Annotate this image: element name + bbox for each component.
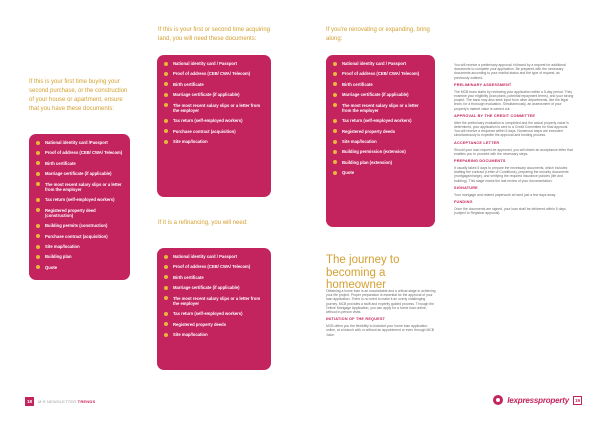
bullet-icon (164, 296, 168, 300)
checklist-item-label: Proof of address (CEB/ CWA/ Telecom) (342, 71, 420, 77)
bullet-icon (164, 322, 168, 326)
bullet-icon (164, 265, 168, 269)
checklist-item-label: Marriage certificate (if applicable) (342, 92, 409, 98)
checklist-item-label: National identity card / Passport (342, 61, 406, 66)
bullet-icon (164, 119, 168, 123)
checklist-item (164, 61, 264, 66)
checklist-item (164, 118, 264, 123)
process-steps-column (454, 63, 574, 218)
brand-logo-icon (493, 395, 503, 405)
card-refinancing (157, 248, 271, 370)
checklist-item (333, 149, 428, 154)
checklist-item-label: Proof of address (CEB/ CWA/ Telecom) (45, 150, 123, 156)
checklist-item (164, 71, 264, 76)
bullet-icon (164, 72, 168, 76)
checklist-item-label: Building plan (45, 254, 72, 260)
checklist (164, 61, 264, 144)
checklist-item-label: Proof of address (CEB/ CWA/ Telecom) (173, 264, 251, 270)
checklist-item-label: The most recent salary slips or a letter from the employer (342, 102, 419, 113)
checklist-item (333, 103, 428, 113)
bullet-icon (164, 103, 168, 107)
bullet-icon (36, 172, 40, 176)
checklist-item (36, 265, 123, 270)
section-heading: SIGNATURE (454, 185, 478, 190)
bullet-icon (164, 275, 168, 279)
checklist-item (164, 322, 264, 327)
checklist (36, 140, 123, 270)
checklist-item-label: Site map/location (173, 331, 208, 337)
checklist-item (164, 332, 264, 337)
checklist-item (36, 161, 123, 166)
bullet-icon (333, 72, 337, 76)
paragraph: After the preliminary evaluation is completed and the actual property value is determined, your application is sent to a Credit Committee for final approval. You will receive a response within 5 days. Numerous steps are executed simultaneously to expedite the approval and funding process. (454, 120, 569, 138)
checklist-item-label: Registered property deed (construction) (45, 207, 96, 218)
bullet-icon (164, 140, 168, 144)
page-number-left: 18 (26, 399, 32, 404)
paragraph: Your mortgage and related paperwork at hand just a few days away. (454, 192, 556, 197)
checklist-item (36, 208, 123, 218)
checklist-item-label: Birth certificate (173, 274, 204, 280)
bullet-icon (36, 234, 40, 238)
bullet-icon (333, 93, 337, 97)
journey-body (326, 289, 436, 340)
checklist-item (164, 139, 264, 144)
bullet-icon (164, 286, 168, 290)
checklist-item-label: Proof of address (CEB/ CWA/ Telecom) (173, 71, 251, 77)
paragraph: Once the documents are signed, your loan shall be delivered within 5 days (subject to Registrar approval). (454, 207, 566, 216)
checklist-item-label: Registered property deeds (342, 128, 396, 134)
bullet-icon (333, 62, 337, 66)
bullet-icon (36, 255, 40, 259)
checklist-item (36, 234, 123, 239)
bullet-icon (164, 255, 168, 259)
bullet-icon (333, 171, 337, 175)
checklist-item-label: Purchase contract (acquisition) (45, 233, 108, 239)
checklist-item-label: Site map/location (173, 138, 208, 144)
paragraph: The MCB team starts by reviewing your application within a 5-day period. They examine your eligibility (loan plans, potential repayment terms), and your strong project. The bank may also seek input from other departments, like the legal team, for a thorough evaluation. Simultaneously, an assessment of your property's market value is carried out. (454, 89, 574, 111)
checklist-item-label: The most recent salary slips or a letter from the employer (173, 102, 261, 113)
checklist-item-label: The most recent salary slips or a letter from the employer (173, 295, 261, 306)
checklist-item (36, 150, 123, 155)
checklist-item (164, 129, 264, 134)
paragraph: You will receive a preliminary approval, followed by a request for additional documents to complete your application. Be prepared with the necessary documents according to your marital status and the type of request, as previously outlined. (454, 63, 566, 80)
bullet-icon (36, 265, 40, 269)
bullet-icon (36, 245, 40, 249)
checklist-item (333, 139, 428, 144)
intro-renovating: If you're renovating or expanding, bring along: (326, 27, 430, 42)
checklist-item-label: National identity card / Passport (173, 61, 237, 66)
section-heading: INITIATION OF THE REQUEST (326, 317, 386, 322)
bullet-icon (164, 312, 168, 316)
bullet-icon (36, 151, 40, 155)
checklist-item-label: Marriage certificate (if applicable) (45, 171, 112, 177)
checklist-item (36, 223, 123, 228)
checklist-item (36, 197, 123, 202)
bullet-icon (36, 198, 40, 202)
section-heading: APPROVAL BY THE CREDIT COMMITTEE (454, 113, 536, 118)
checklist-item (333, 92, 428, 97)
paragraph: Obtaining a home loan is an unavoidable and a critical stage in achieving your life project. Proper preparation is essential for the approval of your loan application. There is no need to make it an overly challenging journey. MCB provides a swift and expertly guided process. Through the Online Mortgage Application, you can apply for a home loan online, without in-person visits. (326, 289, 436, 315)
checklist-item (164, 92, 264, 97)
checklist-item-label: Birth certificate (173, 81, 204, 87)
footer-right (493, 395, 582, 405)
checklist-item-label: Building plan (extension) (342, 159, 393, 165)
checklist-item-label: Marriage certificate (if applicable) (173, 92, 240, 98)
bullet-icon (333, 150, 337, 154)
checklist-item (164, 275, 264, 280)
checklist-item (164, 264, 264, 269)
section-heading: PREPARING DOCUMENTS (454, 159, 506, 164)
card-renovating (326, 55, 435, 227)
checklist-item (36, 182, 123, 192)
checklist-item (164, 285, 264, 290)
bullet-icon (36, 208, 40, 212)
checklist-item (164, 82, 264, 87)
section-heading: ACCEPTANCE LETTER (454, 140, 500, 145)
footer-publication-name: M:S NEWSLETTER (38, 399, 77, 404)
bullet-icon (36, 224, 40, 228)
checklist-item-label: Quote (45, 264, 58, 270)
checklist-item-label: Building permits (construction) (45, 223, 108, 229)
checklist-item-label: National identity card /Passport (45, 140, 108, 145)
checklist-item (164, 103, 264, 113)
checklist-item-label: The most recent salary slips or a letter from the employer (45, 181, 122, 192)
bullet-icon (333, 103, 337, 107)
card-first-time (29, 134, 130, 280)
bullet-icon (164, 333, 168, 337)
checklist-item-label: Tax return (self-employed workers) (45, 197, 115, 203)
checklist-item-label: Site map/location (45, 243, 80, 249)
checklist-item-label: Tax return (self-employed workers) (173, 311, 243, 317)
checklist-item (164, 254, 264, 259)
bullet-icon (164, 62, 168, 66)
checklist-item-label: National identity card / Passport (173, 254, 237, 259)
checklist-item (333, 118, 428, 123)
page-number-right: 19 (574, 397, 580, 403)
checklist-item-label: Birth certificate (45, 160, 76, 166)
section-heading: FUNDING (454, 200, 473, 205)
checklist (164, 254, 264, 337)
bullet-icon (333, 129, 337, 133)
intro-first-time: If this is your first time buying your second purchase, or the construction of your house or apartment, ensure that you have these documents: (29, 79, 128, 112)
bullet-icon (36, 161, 40, 165)
checklist-item (333, 61, 428, 66)
paragraph: It usually takes 5 days to prepare the necessary documents, which includes drafting the contract (Letter of Conditions), preparing the security documents (mortgage/charge), and verifying the required insurance policies (life and building). This stage marks the last review of your documentation. (454, 166, 569, 183)
checklist-item (164, 296, 264, 306)
intro-refinancing: If it is a refinancing, you will need: (158, 220, 248, 226)
bullet-icon (164, 93, 168, 97)
footer-publication-section: TRENDS (77, 399, 96, 404)
checklist-item (333, 160, 428, 165)
bullet-icon (164, 82, 168, 86)
card-second-time (157, 55, 271, 197)
checklist-item (333, 82, 428, 87)
journey-title: The journey to becoming a homeowner (326, 254, 400, 291)
brand-logo-text: lexpressproperty (507, 395, 569, 405)
checklist-item (36, 254, 123, 259)
checklist-item (36, 244, 123, 249)
bullet-icon (164, 129, 168, 133)
bullet-icon (36, 182, 40, 186)
checklist-item-label: Tax return (self-employed workers) (342, 118, 412, 124)
bullet-icon (333, 82, 337, 86)
paragraph: MCB offers you the flexibility to kickstart your home loan application online, at a branch with or without an appointment or even through MCB Juice. (326, 324, 434, 337)
footer-publication (38, 399, 95, 404)
checklist (333, 61, 428, 175)
checklist-item (333, 71, 428, 76)
checklist-item (164, 311, 264, 316)
checklist-item-label: Site map/location (342, 138, 377, 144)
checklist-item-label: Registered property deeds (173, 321, 227, 327)
bullet-icon (333, 119, 337, 123)
checklist-item-label: Marriage certificate (if applicable) (173, 285, 240, 291)
footer-left (25, 397, 95, 406)
bullet-icon (36, 141, 40, 145)
checklist-item (36, 140, 123, 145)
checklist-item-label: Purchase contract (acquisition) (173, 128, 236, 134)
checklist-item (333, 170, 428, 175)
bullet-icon (333, 140, 337, 144)
checklist-item-label: Birth certificate (342, 81, 373, 87)
checklist-item (36, 171, 123, 176)
bullet-icon (333, 160, 337, 164)
checklist-item-label: Building permission (extension) (342, 149, 406, 155)
checklist-item-label: Quote (342, 170, 355, 176)
intro-second-time: If this is your first or second time acquiring land, you will need these documents: (158, 27, 271, 42)
checklist-item (333, 129, 428, 134)
checklist-item-label: Tax return (self-employed workers) (173, 118, 243, 124)
paragraph: Should your loan request be approved, you will obtain an acceptance letter that enables you to proceed with the necessary steps. (454, 147, 573, 156)
section-heading: PRELIMINARY ASSESSMENT (454, 82, 512, 87)
